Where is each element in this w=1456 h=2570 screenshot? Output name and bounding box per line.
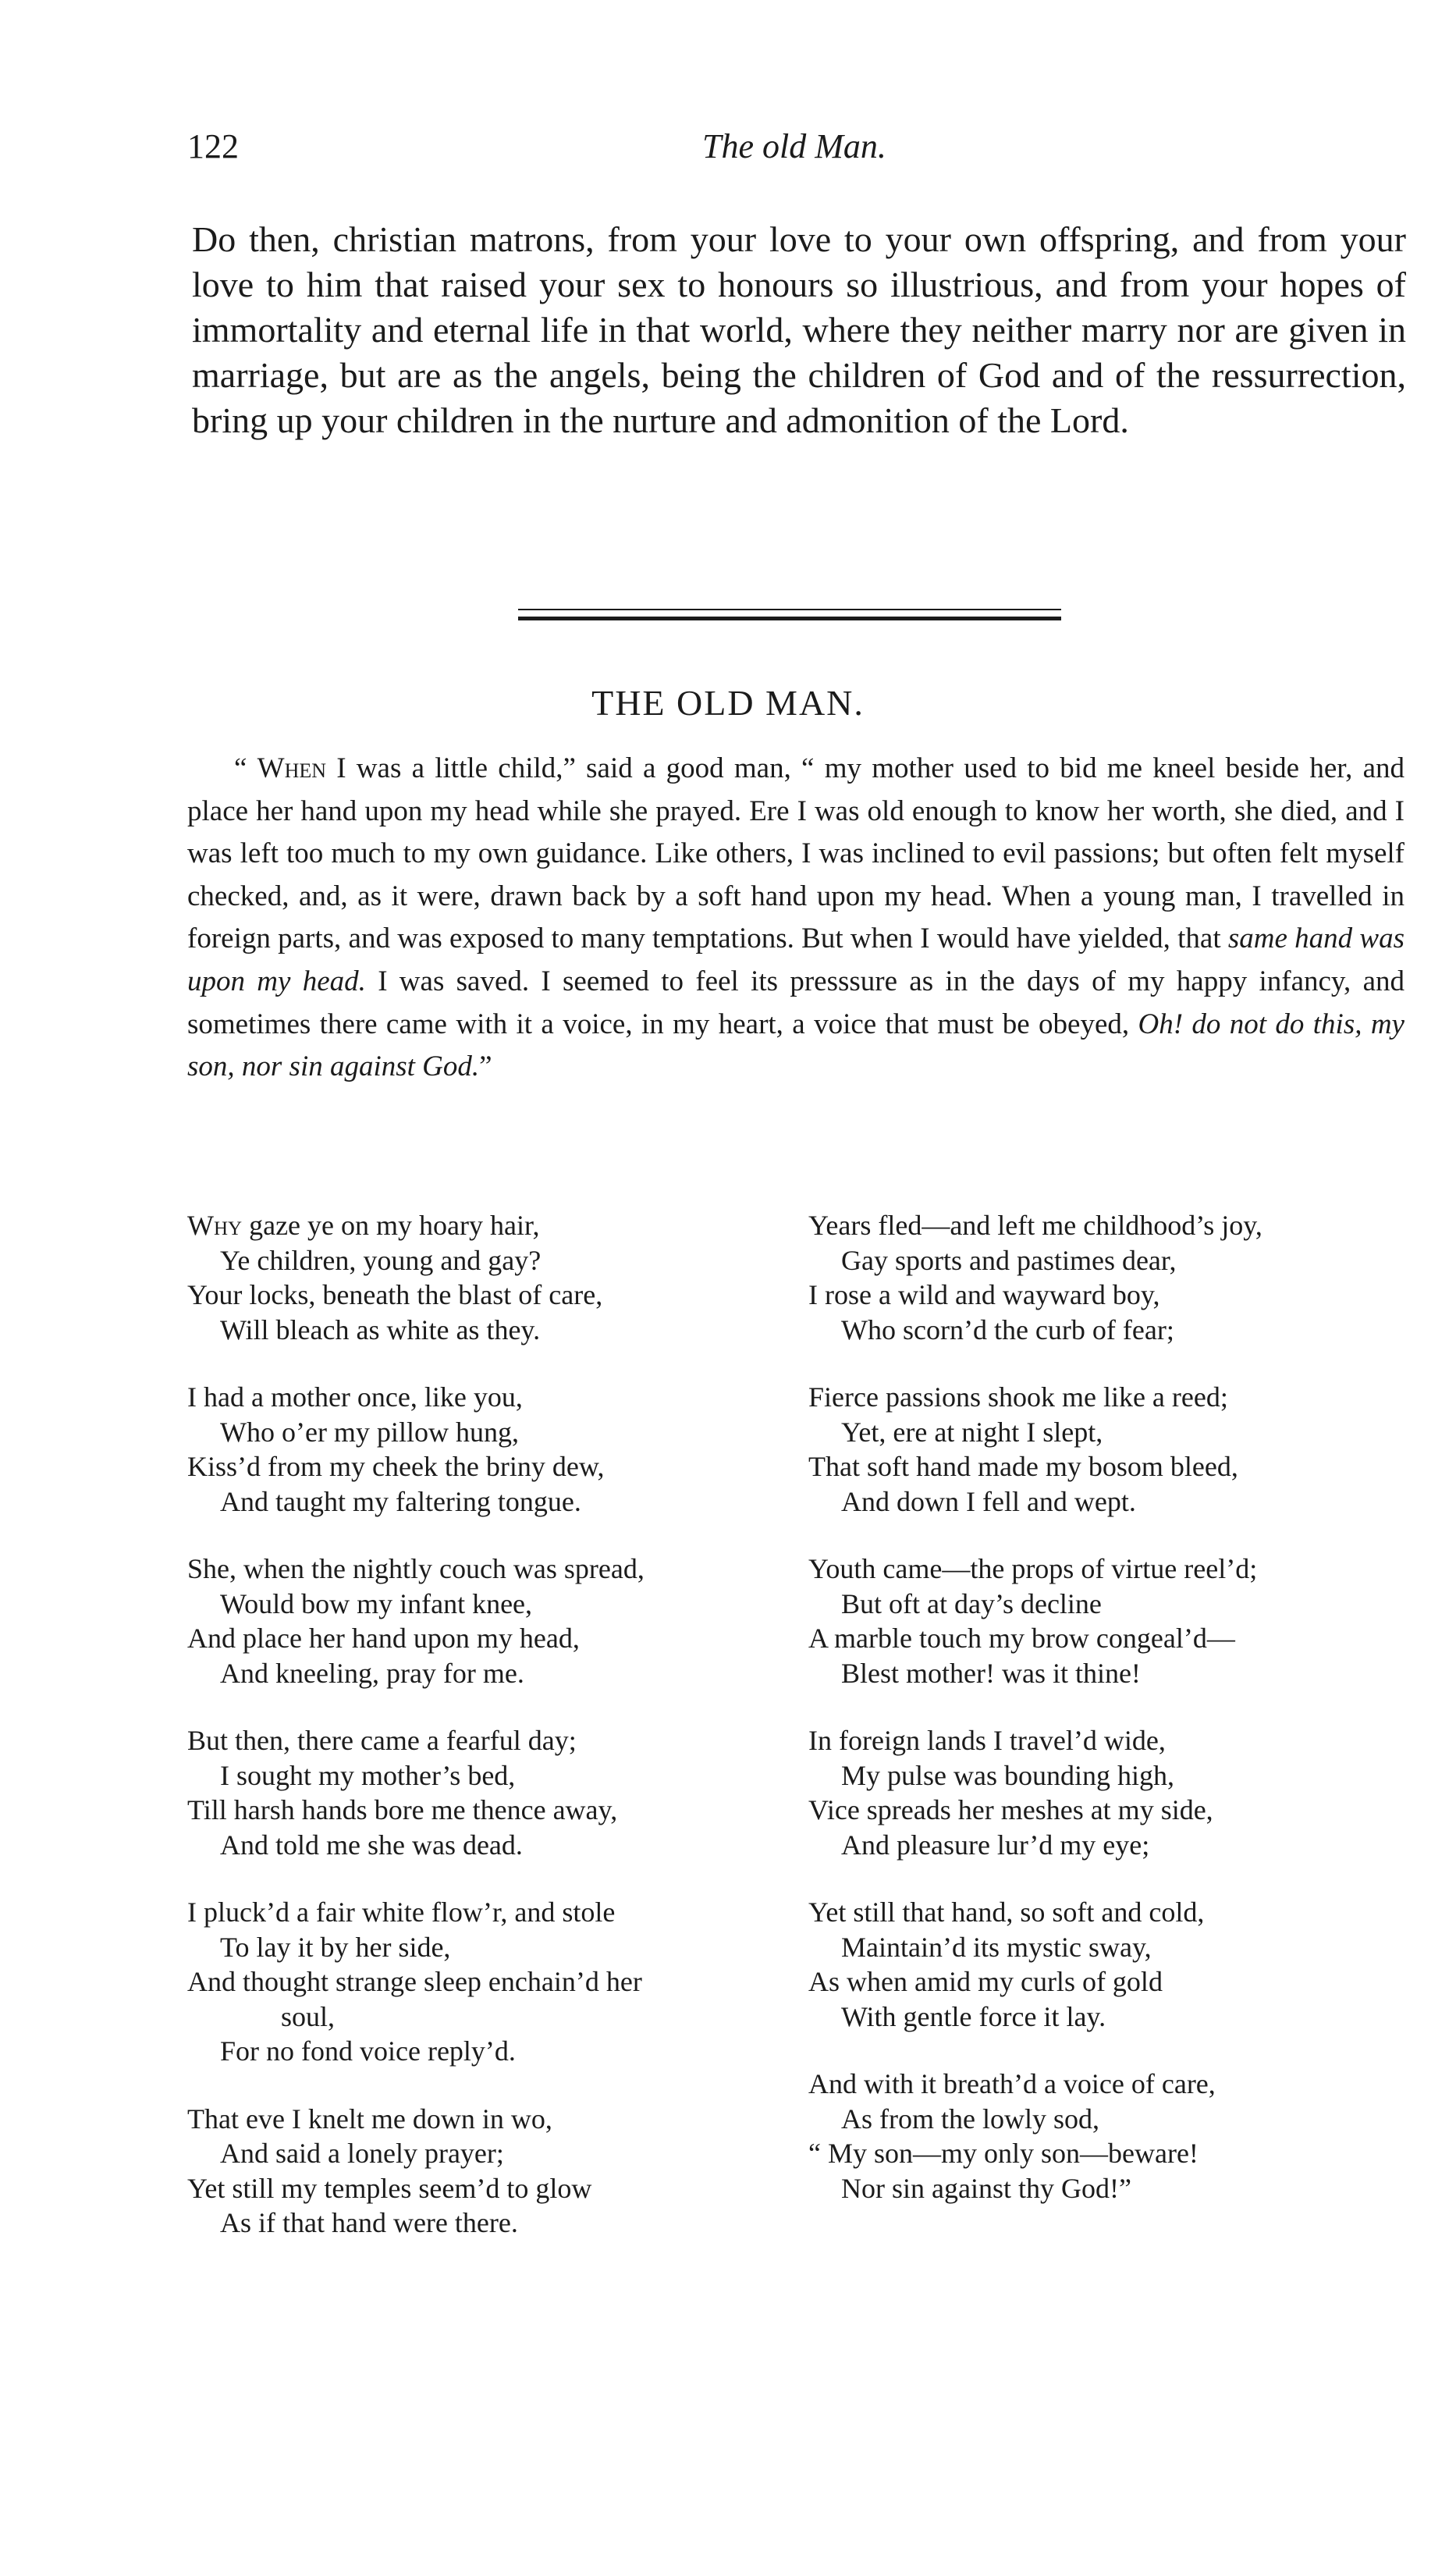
poem-stanza [808, 1552, 1417, 1690]
poem-line: Yet still my temples seem’d to glow [187, 2172, 592, 2204]
poem-line: And said a lonely prayer; [220, 2138, 504, 2169]
poem-line: Ye children, young and gay? [220, 1244, 542, 1276]
section-divider-thin [518, 609, 1061, 610]
poem-column-right [808, 1208, 1417, 2238]
poem-stanza [187, 2102, 811, 2241]
poem-line: My pulse was bounding high, [841, 1759, 1174, 1791]
page-number: 122 [187, 127, 239, 165]
poem-stanza [187, 1895, 811, 2069]
poem-line: soul, [281, 2000, 336, 2032]
poem-line: Will bleach as white as they. [220, 1313, 541, 1345]
poem-line: Vice spreads her meshes at my side, [808, 1794, 1213, 1825]
intro-italic-phrase-2: Oh! do not do this, my son, nor sin against God. [187, 1008, 1405, 1083]
poem-line: Gay sports and pastimes dear, [841, 1244, 1177, 1276]
poem-line: I pluck’d a fair white flow’r, and stole [187, 1896, 616, 1928]
poem-line: But oft at day’s decline [841, 1587, 1102, 1619]
poem-line: I sought my mother’s bed, [220, 1759, 516, 1791]
poem-line: Years fled—and left me childhood’s joy, [808, 1210, 1262, 1241]
intro-closing-quote: ” [479, 1050, 492, 1083]
poem-line: And pleasure lur’d my eye; [841, 1829, 1150, 1861]
poem-stanza [187, 1380, 811, 1519]
poem-stanza [187, 1208, 811, 1347]
poem-line: She, when the nightly couch was spread, [187, 1553, 645, 1584]
poem-line: As if that hand were there. [220, 2207, 518, 2238]
intro-paragraph [187, 748, 1405, 1089]
intro-opening-quote: “ [234, 752, 247, 784]
poem-line: A marble touch my brow congeal’d— [808, 1623, 1235, 1654]
poem-line: As when amid my curls of gold [808, 1966, 1163, 1997]
poem-line: And down I fell and wept. [841, 1485, 1136, 1517]
poem-line: For no fond voice reply’d. [220, 2035, 516, 2067]
poem-line: Kiss’d from my cheek the briny dew, [187, 1451, 605, 1482]
intro-italic-phrase-1: same hand was upon my head. [187, 922, 1405, 997]
poem-stanza [808, 1895, 1417, 2034]
poem-stanza [808, 1380, 1417, 1519]
poem-line: And kneeling, pray for me. [220, 1657, 524, 1689]
poem-line: And with it breath’d a voice of care, [808, 2068, 1216, 2099]
poem-line: Fierce passions shook me like a reed; [808, 1381, 1228, 1413]
poem-line: In foreign lands I travel’d wide, [808, 1725, 1166, 1756]
running-head [187, 126, 1405, 173]
poem-line: Yet, ere at night I slept, [841, 1416, 1103, 1448]
poem-line: And thought strange sleep enchain’d her [187, 1966, 642, 1997]
poem-line: Yet still that hand, so soft and cold, [808, 1896, 1205, 1928]
poem-line: Maintain’d its mystic sway, [841, 1931, 1152, 1963]
poem-line: Your locks, beneath the blast of care, [187, 1279, 603, 1310]
poem-line: Would bow my infant knee, [220, 1587, 533, 1619]
poem-stanza [808, 1208, 1417, 1347]
poem-line: That eve I knelt me down in wo, [187, 2103, 552, 2135]
poem-stanza [808, 2067, 1417, 2206]
poem-line: With gentle force it lay. [841, 2000, 1106, 2032]
poem-line: Why gaze ye on my hoary hair, [187, 1210, 540, 1241]
poem-line: To lay it by her side, [220, 1931, 451, 1963]
poem-line: And told me she was dead. [220, 1829, 523, 1861]
poem-line: Nor sin against thy God!” [841, 2172, 1131, 2204]
poem-line: But then, there came a fearful day; [187, 1725, 577, 1756]
intro-first-word: When [257, 752, 327, 784]
previous-paragraph: Do then, christian matrons, from your love to your own offspring, and from your love to him that raised your sex to honours so illustrious, and from your hopes of immortality and eternal life in that world, where they neither marry nor are given in marriage, but are as the angels, being the children of God and of the ressurrection, bring up your children in the nurture and admonition of the Lord. [192, 219, 1406, 440]
intro-text-part2: I was saved. I seemed to feel its presssure as in the days of my happy infancy, and sometimes there came with it a voice, in my heart, a voice that must be obeyed, [187, 965, 1405, 1040]
poem-line: Who o’er my pillow hung, [220, 1416, 519, 1448]
poem-line: And place her hand upon my head, [187, 1623, 580, 1654]
poem-stanza [187, 1723, 811, 1862]
poem-line: And taught my faltering tongue. [220, 1485, 581, 1517]
poem-line: Who scorn’d the curb of fear; [841, 1313, 1174, 1345]
section-divider-thick [518, 617, 1061, 620]
running-title: The old Man. [702, 127, 886, 165]
section-title: THE OLD MAN. [591, 683, 865, 723]
intro-text-part1: I was a little child,” said a good man, “ my mother used to bid me kneel beside her, and place her hand upon my head while she prayed. Ere I was old enough to know her worth, she died, and I was left too much to my own guidance. Like others, I was inclined to evil passions; but often felt myself checked, and, as it were, drawn back by a soft hand upon my head. When a young man, I travelled in foreign parts, and was exposed to many temptations. But when I would have yielded, that [187, 752, 1405, 955]
poem-line: I rose a wild and wayward boy, [808, 1279, 1160, 1310]
poem-column-left [187, 1208, 811, 2273]
poem-line: I had a mother once, like you, [187, 1381, 523, 1413]
poem-line: Till harsh hands bore me thence away, [187, 1794, 618, 1825]
poem-line: “ My son—my only son—beware! [808, 2138, 1199, 2169]
poem-stanza [808, 1723, 1417, 1862]
poem-stanza [187, 1552, 811, 1690]
poem-line: Youth came—the props of virtue reel’d; [808, 1553, 1258, 1584]
poem-line: Blest mother! was it thine! [841, 1657, 1141, 1689]
poem-line: As from the lowly sod, [841, 2103, 1099, 2135]
poem-line: That soft hand made my bosom bleed, [808, 1451, 1238, 1482]
